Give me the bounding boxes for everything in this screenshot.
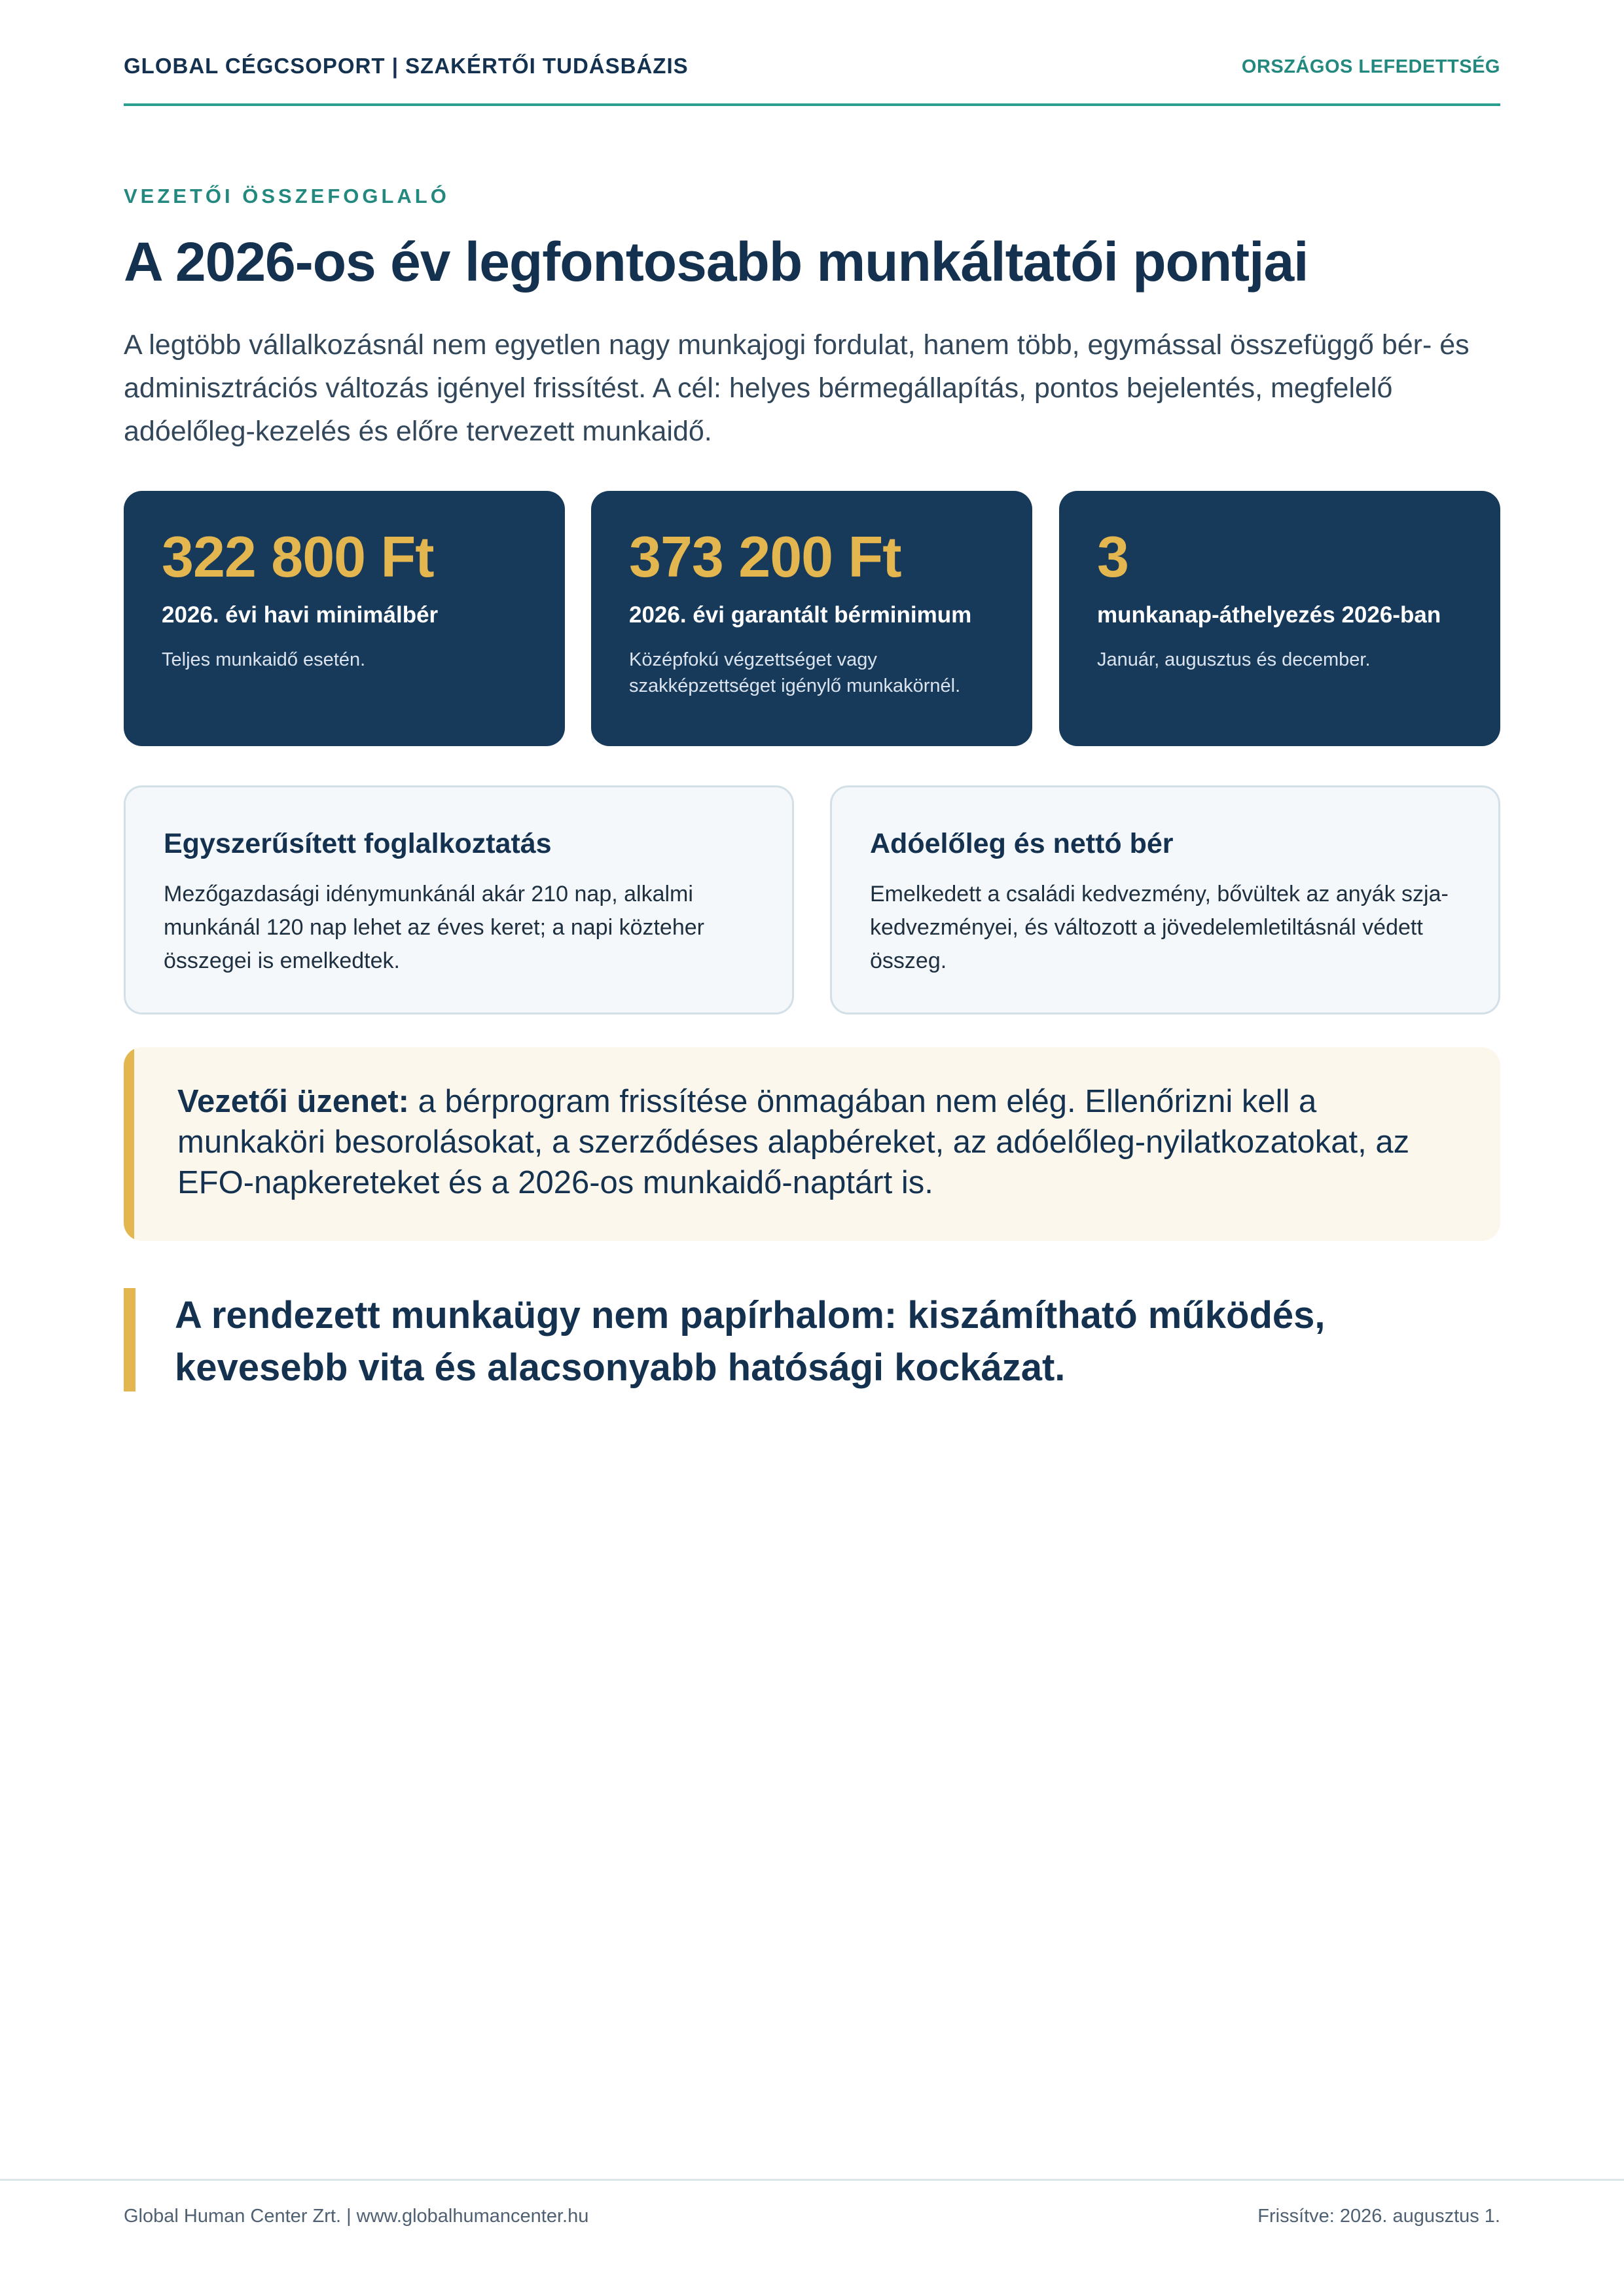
stat-description: Középfokú végzettséget vagy szakképzettséget igénylő munkakörnél.	[629, 649, 961, 696]
pull-quote	[124, 1288, 1500, 1391]
document-page	[124, 0, 1500, 2296]
footer-divider	[0, 2179, 1624, 2181]
header-coverage: ORSZÁGOS LEFEDETTSÉG	[1241, 56, 1500, 77]
stat-card-guaranteed-minimum	[591, 491, 1032, 746]
info-card-text: Mezőgazdasági idénymunkánál akár 210 nap, alkalmi munkánál 120 nap lehet az éves keret; a napi közteher összegei is emelkedtek.	[164, 882, 704, 973]
stat-card-workday-transfers	[1059, 491, 1500, 746]
info-card-title: Adóelőleg és nettó bér	[870, 828, 1174, 859]
stat-label: munkanap-áthelyezés 2026-ban	[1097, 602, 1441, 628]
footer-updated: Frissítve: 2026. augusztus 1.	[1257, 2206, 1500, 2227]
intro-paragraph: A legtöbb vállalkozásnál nem egyetlen nagy munkajogi fordulat, hanem több, egymással összefüggő bér- és adminisztrációs változás igényel frissítést. A cél: helyes bérmegállapítás, pontos bejelentés, megfelelő adóelőleg-kezelés és előre tervezett munkaidő.	[124, 329, 1470, 447]
message-accent-bar	[124, 1047, 134, 1241]
stat-value: 3	[1097, 524, 1128, 589]
stat-cards	[124, 491, 1500, 746]
info-card-simplified-employment	[124, 785, 794, 1014]
info-card-text: Emelkedett a családi kedvezmény, bővültek az anyák szja-kedvezményei, és változott a jövedelemletiltásnál védett összeg.	[870, 882, 1449, 973]
executive-message	[124, 1047, 1500, 1241]
message-body: a bérprogram frissítése önmagában nem elég. Ellenőrizni kell a munkaköri besorolásokat, a szerződéses alapbéreket, az adóelőleg-nyilatkozatokat, az EFO-napkereteket és a 2026-os munkaidő-naptárt is.	[177, 1084, 1410, 1200]
info-card-title: Egyszerűsített foglalkoztatás	[164, 828, 552, 859]
page-title: A 2026-os év legfontosabb munkáltatói pontjai	[124, 231, 1308, 293]
stat-value: 373 200 Ft	[629, 524, 901, 589]
header-brand: GLOBAL CÉGCSOPORT | SZAKÉRTŐI TUDÁSBÁZIS	[124, 54, 689, 78]
page-header	[124, 51, 1500, 106]
footer-company: Global Human Center Zrt. | www.globalhumancenter.hu	[124, 2206, 589, 2227]
section-eyebrow: VEZETŐI ÖSSZEFOGLALÓ	[124, 185, 450, 207]
stat-value: 322 800 Ft	[162, 524, 434, 589]
quote-text: A rendezett munkaügy nem papírhalom: kiszámítható működés, kevesebb vita és alacsonyabb hatósági kockázat.	[175, 1294, 1326, 1389]
message-label: Vezetői üzenet:	[177, 1084, 409, 1119]
message-text	[177, 1081, 1460, 1203]
quote-accent-bar	[124, 1288, 135, 1391]
stat-description: Január, augusztus és december.	[1097, 649, 1371, 670]
stat-card-minimum-wage	[124, 491, 565, 746]
stat-description: Teljes munkaidő esetén.	[162, 649, 366, 670]
stat-label: 2026. évi havi minimálbér	[162, 602, 439, 628]
stat-label: 2026. évi garantált bérminimum	[629, 602, 972, 628]
info-card-tax-advance	[830, 785, 1500, 1014]
